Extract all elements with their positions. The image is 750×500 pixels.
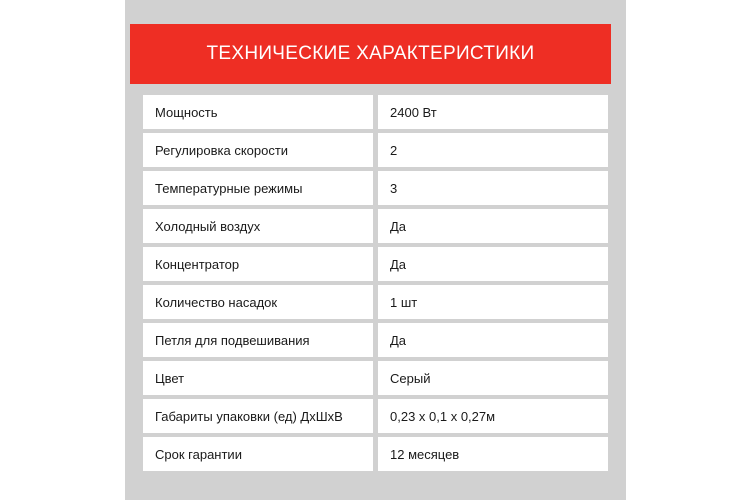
spec-value: Серый: [378, 361, 608, 395]
spec-title: ТЕХНИЧЕСКИЕ ХАРАКТЕРИСТИКИ: [206, 43, 535, 64]
spec-label: Температурные режимы: [143, 171, 373, 205]
spec-row-concentrator: [143, 247, 608, 281]
spec-label: Холодный воздух: [143, 209, 373, 243]
spec-value: Да: [378, 209, 608, 243]
spec-row-color: [143, 361, 608, 395]
spec-label: Петля для подвешивания: [143, 323, 373, 357]
spec-label: Цвет: [143, 361, 373, 395]
spec-row-speed: [143, 133, 608, 167]
spec-value: Да: [378, 247, 608, 281]
spec-label: Концентратор: [143, 247, 373, 281]
spec-row-loop: [143, 323, 608, 357]
spec-value: 3: [378, 171, 608, 205]
spec-row-cold-air: [143, 209, 608, 243]
spec-row-attachments: [143, 285, 608, 319]
spec-row-warranty: [143, 437, 608, 471]
spec-value: 1 шт: [378, 285, 608, 319]
spec-panel: [125, 0, 626, 500]
spec-header: [130, 24, 611, 84]
spec-label: Количество насадок: [143, 285, 373, 319]
spec-row-temperature: [143, 171, 608, 205]
spec-value: 0,23 х 0,1 х 0,27м: [378, 399, 608, 433]
spec-label: Регулировка скорости: [143, 133, 373, 167]
spec-row-dimensions: [143, 399, 608, 433]
spec-value: 12 месяцев: [378, 437, 608, 471]
spec-value: 2400 Вт: [378, 95, 608, 129]
spec-label: Мощность: [143, 95, 373, 129]
spec-table: [143, 95, 608, 475]
spec-value: 2: [378, 133, 608, 167]
spec-row-power: [143, 95, 608, 129]
spec-label: Срок гарантии: [143, 437, 373, 471]
spec-label: Габариты упаковки (ед) ДхШхВ: [143, 399, 373, 433]
spec-value: Да: [378, 323, 608, 357]
